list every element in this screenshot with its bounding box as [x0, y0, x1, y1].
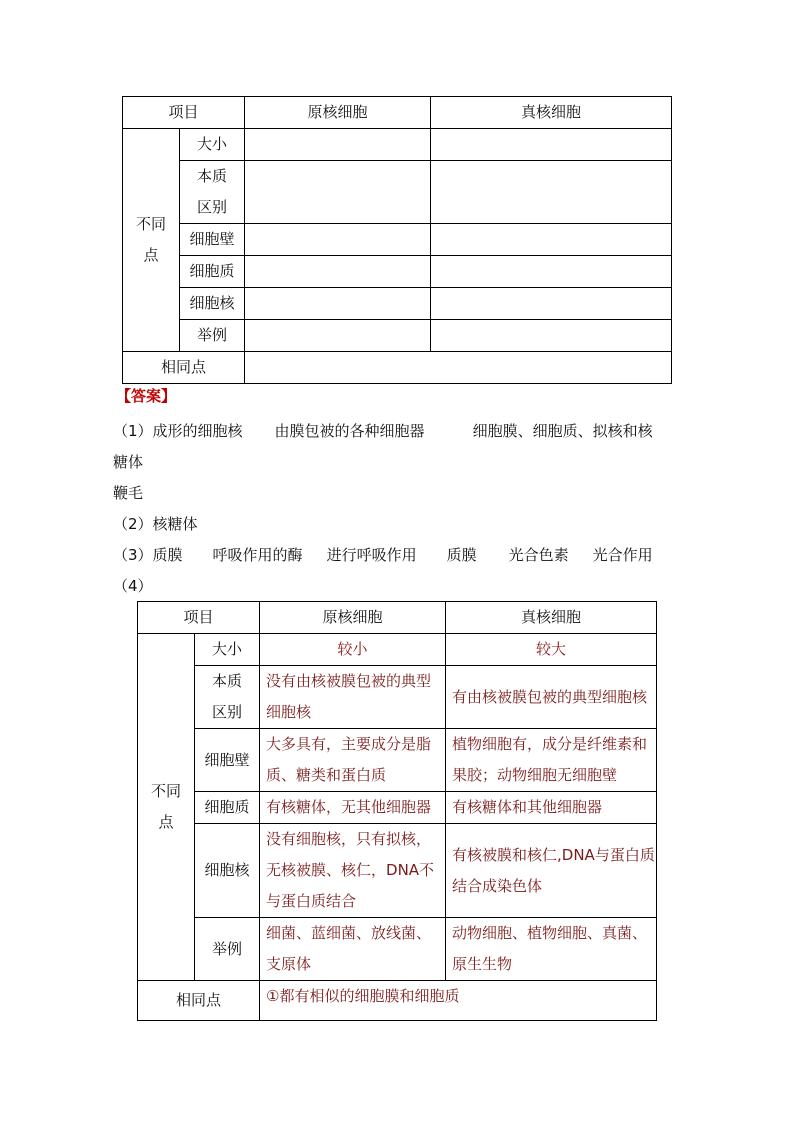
ans-same-label: 相同点	[138, 981, 260, 1021]
ans-same-value: ①都有相似的细胞膜和细胞质	[260, 981, 657, 1021]
ans-header-prokaryote: 原核细胞	[260, 602, 446, 634]
row-label-cytoplasm: 细胞质	[180, 256, 245, 288]
ans-eu-nucleus: 有核被膜和核仁,DNA与蛋白质结合成染色体	[446, 824, 657, 918]
cell-pro-wall[interactable]	[245, 224, 431, 256]
ans-row-label-essential: 本质区别	[195, 666, 260, 729]
ans-row-label-wall: 细胞壁	[195, 729, 260, 792]
ans-eu-essential: 有由核被膜包被的典型细胞核	[446, 666, 657, 729]
row-label-nucleus: 细胞核	[180, 288, 245, 320]
ans-pro-size: 较小	[260, 634, 446, 666]
blank-comparison-table	[122, 96, 672, 384]
cell-eu-cytoplasm[interactable]	[431, 256, 672, 288]
cell-eu-size[interactable]	[431, 129, 672, 161]
cell-pro-size[interactable]	[245, 129, 431, 161]
ans-pro-nucleus: 没有细胞核，只有拟核，无核被膜、核仁，DNA不与蛋白质结合	[260, 824, 446, 918]
answer-comparison-table	[137, 601, 657, 1021]
header-item: 项目	[123, 97, 245, 129]
header-eukaryote: 真核细胞	[431, 97, 672, 129]
ans-pro-wall: 大多具有，主要成分是脂质、糖类和蛋白质	[260, 729, 446, 792]
ans-eu-wall: 植物细胞有，成分是纤维素和果胶；动物细胞无细胞壁	[446, 729, 657, 792]
answer-line-1: （1）成形的细胞核 由膜包被的各种细胞器 细胞膜、细胞质、拟核和核	[113, 422, 653, 440]
diff-label: 不同点	[123, 129, 180, 352]
row-label-essential: 本质区别	[180, 161, 245, 224]
ans-eu-cytoplasm: 有核糖体和其他细胞器	[446, 792, 657, 824]
cell-pro-cytoplasm[interactable]	[245, 256, 431, 288]
row-label-example: 举例	[180, 320, 245, 352]
cell-eu-nucleus[interactable]	[431, 288, 672, 320]
row-label-size: 大小	[180, 129, 245, 161]
cell-eu-example[interactable]	[431, 320, 672, 352]
cell-same[interactable]	[245, 352, 672, 384]
header-prokaryote: 原核细胞	[245, 97, 431, 129]
answer-line-2: （2）核糖体	[113, 515, 198, 533]
ans-header-eukaryote: 真核细胞	[446, 602, 657, 634]
answer-line-1-cont2: 鞭毛	[113, 484, 144, 502]
ans-header-item: 项目	[138, 602, 260, 634]
cell-eu-wall[interactable]	[431, 224, 672, 256]
answer-line-3: （3）质膜 呼吸作用的酶 进行呼吸作用 质膜 光合色素 光合作用	[113, 546, 653, 564]
cell-pro-example[interactable]	[245, 320, 431, 352]
ans-pro-cytoplasm: 有核糖体，无其他细胞器	[260, 792, 446, 824]
same-label: 相同点	[123, 352, 245, 384]
cell-pro-essential[interactable]	[245, 161, 431, 224]
answer-heading: 【答案】	[116, 387, 177, 405]
answer-line-1-cont: 糖体	[113, 453, 144, 471]
ans-pro-essential: 没有由核被膜包被的典型细胞核	[260, 666, 446, 729]
answer-line-4: （4）	[113, 577, 153, 595]
ans-diff-label: 不同点	[138, 634, 195, 981]
ans-row-label-size: 大小	[195, 634, 260, 666]
ans-row-label-example: 举例	[195, 918, 260, 981]
ans-eu-example: 动物细胞、植物细胞、真菌、原生生物	[446, 918, 657, 981]
cell-eu-essential[interactable]	[431, 161, 672, 224]
cell-pro-nucleus[interactable]	[245, 288, 431, 320]
ans-eu-size: 较大	[446, 634, 657, 666]
row-label-wall: 细胞壁	[180, 224, 245, 256]
ans-row-label-cytoplasm: 细胞质	[195, 792, 260, 824]
ans-row-label-nucleus: 细胞核	[195, 824, 260, 918]
ans-pro-example: 细菌、蓝细菌、放线菌、支原体	[260, 918, 446, 981]
